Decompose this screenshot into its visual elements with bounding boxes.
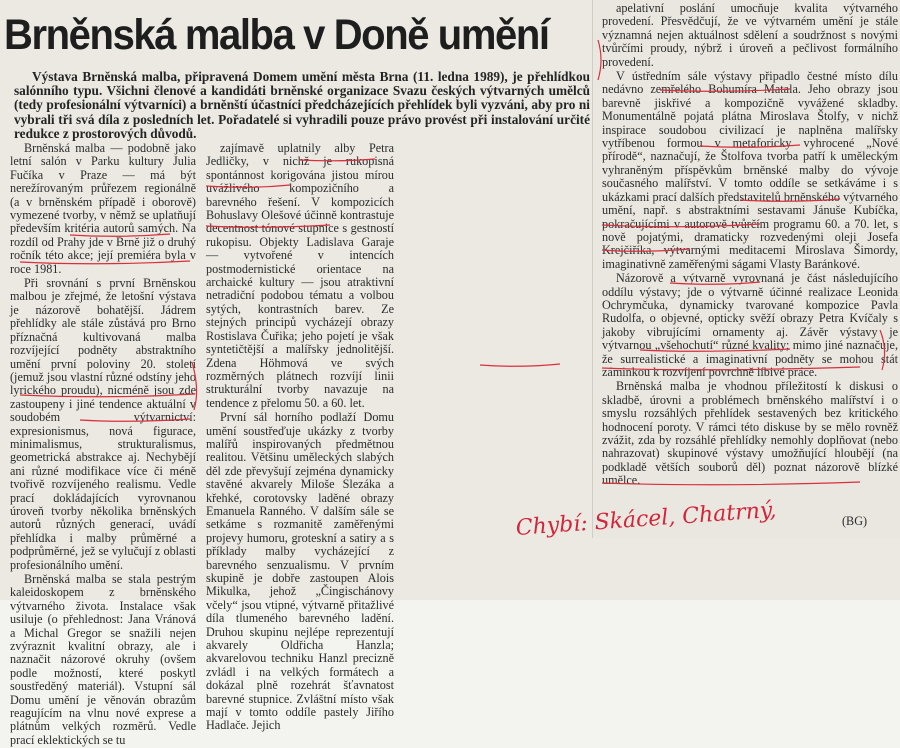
column-3-paragraph: Brněnská malba je vhodnou příležitostí k diskusi o skladbě, úrovni a problémech brněnského malířství i o smyslu rozsáhlých přehlídek sestavených bez kritického hodnocení poroty. V rámci této diskuse by se mělo rovněž zvážit, zda by rozsáhlé přehlídky nemohly doplňovat (nebo nahrazovat) skupinové výstavy umožňující hloubějí (na podkladě větších souborů děl) poznat názorově blízké umělce.	[602, 379, 898, 488]
article-headline: Brněnská malba v Doně umění	[4, 11, 549, 59]
column-1-paragraph: Brněnská malba — podobně jako letní salón v Parku kultury Julia Fučíka v Praze — má být nerežírovaným průřezem regionálně (a v brněnském případě i oborově) vymezené tvorby, v němž se uplatňují především kritéria autorů samých. Na rozdíl od Prahy jde v Brně již o druhý ročník této akce; její premiéra byla v roce 1981.	[10, 141, 196, 276]
column-2-paragraph: První sál horního podlaží Domu umění soustřeďuje ukázky z tvorby malířů inspirovaných předmětnou realitou. Většinu uměleckých slabých děl zde převyšují zejména dynamicky stavěné akvarely Miloše Slezáka a křehké, corotovsky laděné obrazy Emanuela Ranného. V dalším sále se setkáme s rozmanitě zaměřenými projevy humoru, groteskní a satiry a s příklady malby vycházející z barevného senzualismu. V prvním skupině je dobře zastoupen Alois Mikulka, jehož „Čingischánovy včely“ jsou vtipné, výtvarně přitažlivé díla tlumeného barevného ladění. Druhou skupinu nejlépe reprezentují akvarely Oldřicha Hanzla; akvarelovou techniku Hanzl precizně zvládl i na velkých formátech a dokázal plně rozehrát šťavnatost barevné stupnice. Zvláštní místo však mají v tomto oddíle pastely Jiřího Hadlače. Jejich	[206, 410, 394, 733]
column-1-paragraph: Při srovnání s první Brněnskou malbou je zřejmé, že letošní výstava je názorově bohatější. Jádrem přehlídky ale stále zůstává pro Brno příznačná kultivovaná malba rozvíjející podněty abstraktního umění první poloviny 20. století (jemuž jsou vlastní různé odstíny jeho lyrického proudu), nicméně jsou zde zastoupeny i jiné tendence aktuální v soudobém výtvarnictví: expresionismus, nová figurace, minimalismus, strukturalismus, geometrická abstrakce aj. Nechybějí ani různé modifikace více či méně tvořivě rozvíjeného realismu. Vedle prací dokládajících vyrovnanou úroveň tvorby několika brněnských autorů různých generací, uvádí přehlídka i malby průměrné a podprůměrné, jež se vylučují z oblasti profesionálního umění.	[10, 276, 196, 572]
column-1-paragraph: Brněnská malba se stala pestrým kaleidoskopem z brněnského výtvarného života. Instalace však usiluje (o přehlednost: Jana Vránová a Michal Gregor se snažili nejen zvýraznit kvalitní obrazy, ale i naznačit názorové okruhy (ovšem podle možností, které poskytl soustředěný materiál). Vstupní sál Domu umění je věnován obrazům reagujícím na vlnu nové exprese a plátnům velkých rozměrů. Vedle prací eklektických se tu	[10, 572, 196, 747]
handwritten-red-note: Chybí: Skácel, Chatrný,	[515, 497, 778, 541]
column-3-paragraph: Názorově a výtvarně vyrovnaná je část následujícího oddílu výstavy; jde o výtvarně účinné realizace Leonida Ochrymčuka, dynamicky tvarované kompozice Pavla Rudolfa, o objevné, opticky svěží obrazy Petra Kvíčaly s jakoby vibrujícími ornamenty aj. Závěr výstavy je výtvarnou „všehochutí“ různé kvality; mimo jiné naznačuje, že surrealistické a imaginativní podněty se mohou stát záminkou k rozvíjení povrchně líbivé práce.	[602, 271, 898, 379]
column-2-paragraph: zajímavě uplatnily alby Petra Jedličky, v nichž je rukopisná spontánnost korigována jistou mírou uvážlivého kompozičního a barevného řešení. V kompozicích Bohuslavy Olešové účinně kontrastuje decentnost tónové stupnice s gestností rukopisu. Objekty Ladislava Garaje — vytvořené v intencích postmodernistické orientace na archaické kultury — jsou atraktivní netradiční podobou tématu a volbou sytých, kontrastních barev. Ze stejných principů vycházejí obrazy Rostislava Čuřika; jeho pojetí je však syntetičtější a malířsky jednolitější. Zdena Höhmová ve svých rozměrných plátnech rozvíjí linii strukturální tvorby navazuje na tendence z přelomu 50. a 60. let.	[206, 141, 394, 410]
author-signature: (BG)	[842, 514, 868, 528]
article-column-3	[602, 2, 898, 489]
article-column-1	[10, 142, 196, 748]
article-lead: Výstava Brněnská malba, připravená Domem umění města Brna (11. ledna 1989), je přehlídkou salónního typu. Všichni členové a kandidáti brněnské organizace Svazu českých výtvarných umělců (tedy profesionální výtvarníci) a brněnští účastníci předcházejících přehlídek byli vyzváni, aby pro ni vybrali tři svá díla z posledních let. Pořadatelé si vyhradili pouze právo provést při instalování určité redukce z prostorových důvodů.	[14, 69, 590, 141]
column-3-paragraph: V ústředním sále výstavy připadlo čestné místo dílu nedávno zemřelého Bohumíra Matala. Jeho obrazy jsou barevně jiskřivé a kompozičně vyvážené skladby. Monumentálně pojatá plátna Miroslava Štolfy, v nichž inspirace soudobou civilizací je naplněna malířsky vytříbenou formou v metaforicky vyhrocené „Nové přírodě“, naznačují, že Štolfova tvorba patří k uměleckým vyhraněným příspěvkům brněnské malby do vývoje současného malířství. V tomto oddíle se setkáváme i s ukázkami prací dalších představitelů brněnského výtvarného umění, např. s abstraktními sestavami Jánuše Kubíčka, pokračujícími v autorově tvůrčím programu 60. a 70. let, s nově pojatými, dramaticky rozvedenými oleji Josefa Krejčiříka, výtvarnými meditacemi Miroslava Šimordy, imaginativně zaměřenými ságami Vlasty Baránkové.	[602, 69, 898, 271]
article-column-2	[206, 142, 394, 734]
column-3-paragraph: apelativní poslání umocňuje kvalita výtvarného provedení. Přesvědčují, že ve výtvarném umění je stále významná nejen aktuálnost sdělení a soudržnost s novými tvůrčími proudy, nýbrž i úroveň a pečlivost formálního provedení.	[602, 1, 898, 69]
